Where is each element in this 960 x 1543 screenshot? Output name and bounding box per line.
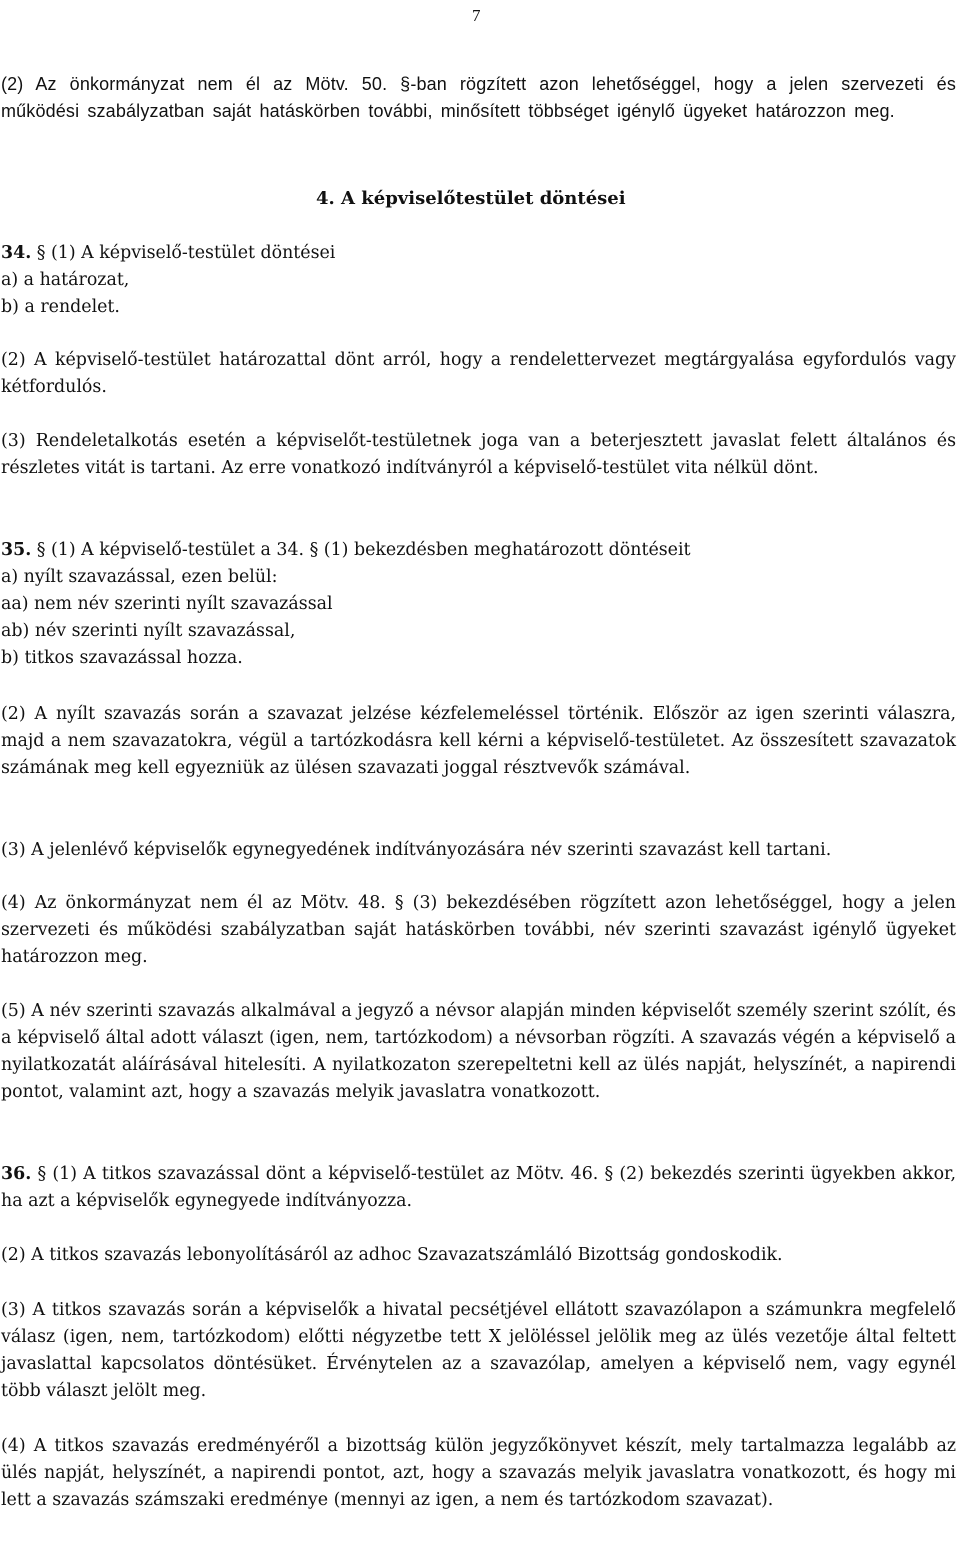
section-35-number: 35. bbox=[1, 540, 32, 560]
section-35 bbox=[1, 537, 956, 672]
section-34-paragraph-2: (2) A képviselő-testület határozattal dönt arról, hogy a rendelettervezet megtárgyalása egyfordulós vagy kétfordulós. bbox=[1, 350, 956, 397]
section-35-item-a: a) nyílt szavazással, ezen belül: bbox=[1, 567, 278, 587]
section-35-paragraph-4: (4) Az önkormányzat nem él az Mötv. 48. § (3) bekezdésében rögzített azon lehetőséggel, hogy a jelen szervezeti és működési szabályzatban saját hatáskörben további, név szerinti szavazást igénylő ügyeket határozzon meg. bbox=[1, 893, 956, 967]
section-36-number: 36. bbox=[1, 1164, 32, 1184]
section-36-paragraph-1 bbox=[1, 1161, 956, 1215]
section-34-item-a: a) a határozat, bbox=[1, 270, 130, 290]
intro-paragraph: (2) Az önkormányzat nem él az Mötv. 50. §-ban rögzített azon lehetőséggel, hogy a jelen szervezeti és működési szabályzatban saját hatáskörben további, minősített többséget igénylő ügyeket határozzon meg. bbox=[1, 74, 956, 121]
section-35-lead-text: § (1) A képviselő-testület a 34. § (1) bekezdésben meghatározott döntéseit bbox=[31, 540, 691, 560]
section-34-paragraph-3: (3) Rendeletalkotás esetén a képviselőt-testületnek joga van a beterjesztett javaslat felett általános és részletes vitát is tartani. Az erre vonatkozó indítványról a képviselő-testület vita nélkül dönt. bbox=[1, 431, 956, 478]
section-34-number: 34. bbox=[1, 243, 32, 263]
section-34-lead bbox=[1, 240, 956, 267]
section-35-paragraph-3: (3) A jelenlévő képviselők egynegyedének indítványozására név szerinti szavazást kell tartani. bbox=[1, 840, 832, 860]
section-34-item-b: b) a rendelet. bbox=[1, 297, 120, 317]
section-36-paragraph-3: (3) A titkos szavazás során a képviselők a hivatal pecsétjével ellátott szavazólapon a számunkra megfelelő válasz (igen, nem, tartózkodom) előtti négyzetbe tett X jelöléssel jelölik meg az ülés vezetője által feltett javaslattal kapcsolatos döntésüket. Érvénytelen az a szavazólap, amelyen a képviselő nem, vagy egynél több választ jelölt meg. bbox=[1, 1300, 956, 1401]
section-36-paragraph-2: (2) A titkos szavazás lebonyolításáról az adhoc Szavazatszámláló Bizottság gondoskodik. bbox=[1, 1245, 783, 1265]
section-35-paragraph-2: (2) A nyílt szavazás során a szavazat jelzése kézfelemeléssel történik. Először az igen szerinti válaszra, majd a nem szavazatokra, végül a tartózkodásra kell kérni a képviselő-testületet. Az összesített szavazatok számának meg kell egyezniük az ülésen szavazati joggal résztvevők számával. bbox=[1, 704, 956, 778]
chapter-heading: 4. A képviselőtestület döntései bbox=[316, 188, 626, 209]
section-35-item-ab: ab) név szerinti nyílt szavazással, bbox=[1, 621, 296, 641]
section-34 bbox=[1, 240, 956, 321]
page-number: 7 bbox=[472, 6, 481, 25]
section-35-lead bbox=[1, 537, 956, 564]
section-34-lead-text: § (1) A képviselő-testület döntései bbox=[31, 243, 336, 263]
section-35-paragraph-5: (5) A név szerinti szavazás alkalmával a jegyző a névsor alapján minden képviselőt személy szerint szólít, és a képviselő által adott választ (igen, nem, tartózkodom) a névsorban rögzíti. A szavazás végén a képviselő a nyilatkozatát aláírásával hitelesíti. A nyilatkozaton szerepeltetni kell az ülés napját, helyszínét, a napirendi pontot, valamint azt, hogy a szavazás melyik javaslatra vonatkozott. bbox=[1, 1001, 956, 1102]
section-36-lead-text: § (1) A titkos szavazással dönt a képviselő-testület az Mötv. 46. § (2) bekezdés szerinti ügyekben akkor, ha azt a képviselők egynegyede indítványozza. bbox=[1, 1164, 956, 1211]
section-35-item-b: b) titkos szavazással hozza. bbox=[1, 648, 243, 668]
section-36-paragraph-4: (4) A titkos szavazás eredményéről a bizottság külön jegyzőkönyvet készít, mely tartalmazza legalább az ülés napját, helyszínét, a napirendi pontot, azt, hogy a szavazás melyik javaslatra vonatkozott, és hogy mi lett a szavazás számszaki eredménye (mennyi az igen, a nem és tartózkodom szavazat). bbox=[1, 1436, 956, 1510]
section-35-item-aa: aa) nem név szerinti nyílt szavazással bbox=[1, 594, 333, 614]
